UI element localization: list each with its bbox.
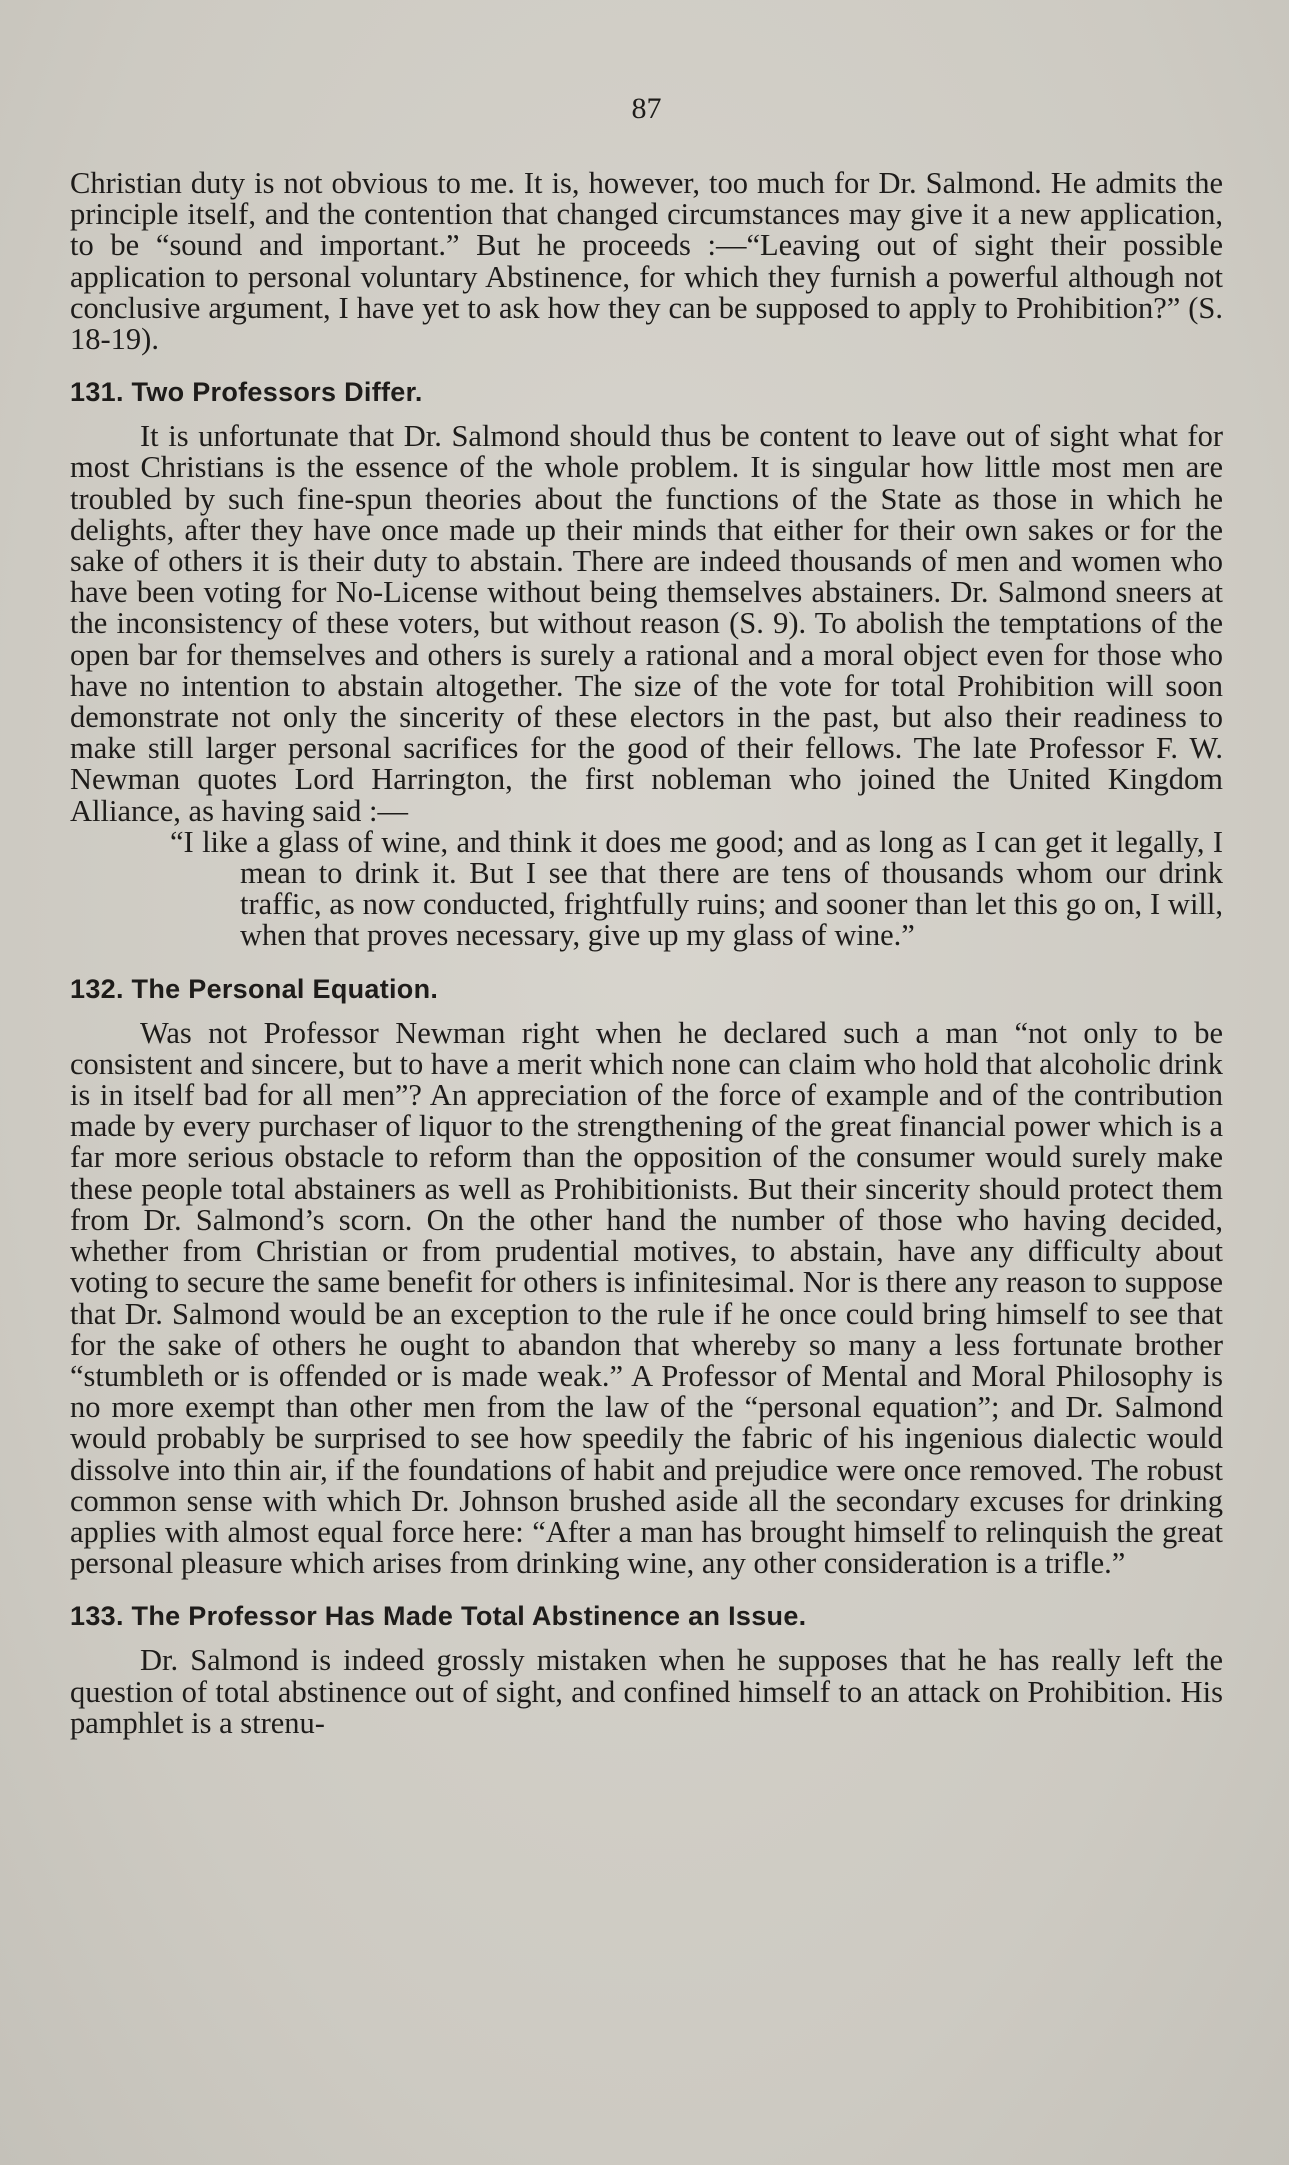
section-131: [70, 377, 1223, 951]
section-paragraph: It is unfortunate that Dr. Salmond should thus be content to leave out of sight what for most Christians is the essence of the whole problem. It is singular how little most men are troubled by such fine-spun theories about the functions of the State as those in which he delights, after they have once made up their minds that either for their own sakes or for the sake of others it is their duty to abstain. There are indeed thousands of men and women who have been voting for No-License without being themselves abstainers. Dr. Salmond sneers at the inconsistency of these voters, but without reason (S. 9). To abolish the temptations of the open bar for themselves and others is surely a rational and a moral object even for those who have no intention to abstain altogether. The size of the vote for total Prohibition will soon demonstrate not only the sincerity of these electors in the past, but also their readiness to make still larger personal sacrifices for the good of their fellows. The late Professor F. W. Newman quotes Lord Harrington, the first nobleman who joined the United Kingdom Alliance, as having said :—: [70, 419, 1223, 828]
block-quote-wrapper: [70, 824, 1223, 953]
section-heading: 131. Two Professors Differ.: [70, 377, 423, 408]
page-number: 87: [631, 92, 662, 125]
section-paragraph: Dr. Salmond is indeed grossly mistaken when he supposes that he has really left the question of total abstinence out of sight, and confined himself to an attack on Prohibition. His pamphlet is a strenu-: [70, 1643, 1223, 1740]
section-133: [70, 1601, 1223, 1739]
block-quote: “I like a glass of wine, and think it does me good; and as long as I can get it legally, I mean to drink it. But I see that there are tens of thousands whom our drink traffic, as now conducted, frightfully ruins; and sooner than let this go on, I will, when that proves necessary, give up my glass of wine.”: [170, 824, 1223, 953]
section-paragraph: Was not Professor Newman right when he declared such a man “not only to be consistent and sincere, but to have a merit which none can claim who hold that alcoholic drink is in itself bad for all men”? An appreciation of the force of example and of the contribution made by every purchaser of liquor to the strengthening of the great financial power which is a far more serious obstacle to reform than the opposition of the consumer would surely make these people total abstainers as well as Prohibitionists. But their sincerity should protect them from Dr. Salmond’s scorn. On the other hand the number of those who having decided, whether from Christian or from prudential motives, to abstain, have any difficulty about voting to secure the same benefit for others is infinitesimal. Nor is there any reason to suppose that Dr. Salmond would be an exception to the rule if he once could bring himself to see that for the sake of others he ought to abandon that whereby so many a less fortunate brother “stumbleth or is offended or is made weak.” A Professor of Mental and Moral Philosophy is no more exempt than other men from the law of the “personal equation”; and Dr. Salmond would probably be surprised to see how speedily the fabric of his ingenious dialectic would dissolve into thin air, if the foundations of habit and prejudice were once removed. The robust common sense with which Dr. Johnson brushed aside all the secondary excuses for drinking applies with almost equal force here: “After a man has brought himself to relinquish the great personal pleasure which arises from drinking wine, any other consideration is a trifle.”: [70, 1015, 1223, 1581]
section-132: [70, 974, 1223, 1580]
section-heading: 132. The Personal Equation.: [70, 973, 439, 1004]
section-heading: 133. The Professor Has Made Total Abstinence an Issue.: [70, 1601, 807, 1632]
opening-paragraph: Christian duty is not obvious to me. It is, however, too much for Dr. Salmond. He admits the principle itself, and the contention that changed circumstances may give it a new application, to be “sound and important.” But he proceeds :—“Leaving out of sight their possible application to personal voluntary Abstinence, for which they furnish a powerful although not conclusive argument, I have yet to ask how they can be supposed to apply to Prohibition?” (S. 18-19).: [70, 166, 1223, 357]
